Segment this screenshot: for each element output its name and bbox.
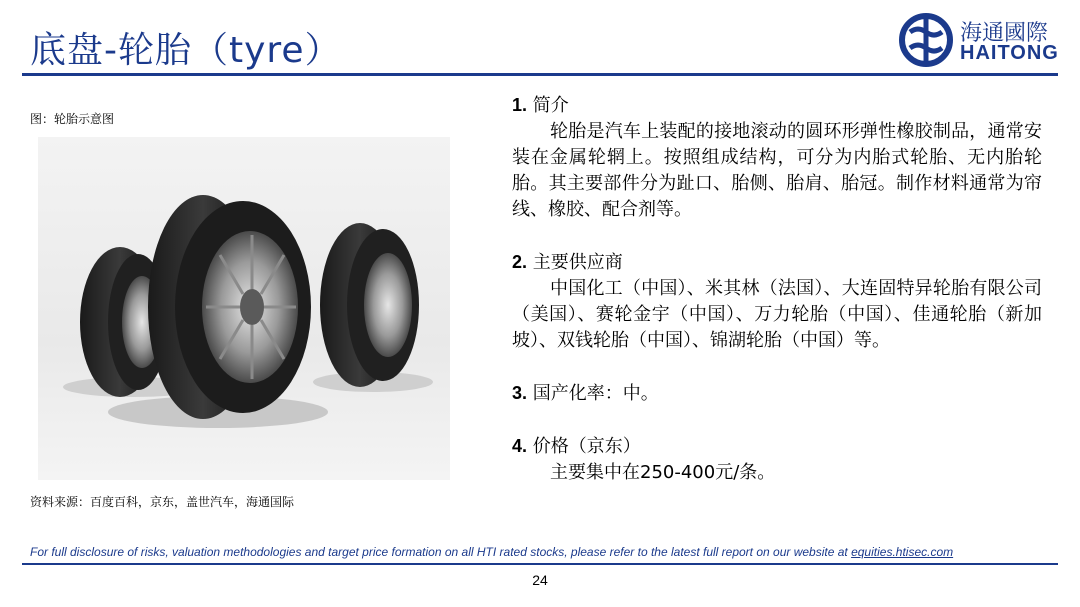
section-title: 简介 [532, 95, 569, 116]
logo-text-english: HAITONG [960, 42, 1059, 64]
section-price [512, 433, 1042, 486]
section-body: 主要集中在250-400元/条。 [550, 462, 776, 483]
section-heading [512, 92, 1042, 119]
section-localization-rate [512, 380, 1042, 407]
footer-divider [22, 563, 1058, 565]
disclaimer-text: For full disclosure of risks, valuation methodologies and target price formation on all HTI rated stocks, please refer to the latest full report on our website at [30, 545, 852, 559]
right-tyre [320, 223, 419, 387]
section-heading [512, 433, 1042, 460]
figure-caption: 图：轮胎示意图 [30, 112, 115, 126]
website-link[interactable]: equities.htisec.com [851, 545, 954, 559]
tyre-image [38, 137, 450, 480]
section-heading [512, 380, 1042, 407]
section-body: 轮胎是汽车上装配的接地滚动的圆环形弹性橡胶制品，通常安装在金属轮辋上。按照组成结构，可分为内胎式轮胎、无内胎轮胎。其主要部件分为趾口、胎侧、胎肩、胎冠。制作材料通常为帘线、橡胶、配合剂等。 [512, 121, 1042, 220]
page-title: 底盘-轮胎（tyre） [30, 30, 342, 71]
header-divider [22, 73, 1058, 76]
section-number: 4. [512, 436, 528, 456]
section-title: 国产化率：中。 [532, 383, 659, 404]
figure-source: 资料来源：百度百科，京东，盖世汽车，海通国际 [30, 495, 295, 509]
tyres-illustration [38, 137, 450, 480]
section-number: 3. [512, 383, 528, 403]
section-suppliers [512, 249, 1042, 354]
content-sections [512, 92, 1042, 486]
haitong-logo [898, 12, 1058, 72]
logo-text-chinese: 海通國際 [960, 21, 1049, 46]
section-body: 中国化工（中国）、米其林（法国）、大连固特异轮胎有限公司（美国）、赛轮金宇（中国）、万力轮胎（中国）、佳通轮胎（新加坡）、双钱轮胎（中国）、锦湖轮胎（中国）等。 [512, 278, 1042, 351]
haitong-logo-icon [898, 12, 954, 68]
footer-disclaimer [30, 545, 1060, 559]
section-intro [512, 92, 1042, 223]
section-heading [512, 249, 1042, 276]
center-tyre [148, 195, 311, 419]
page-number: 24 [532, 572, 548, 588]
section-number: 1. [512, 95, 528, 115]
section-number: 2. [512, 252, 528, 272]
section-title: 主要供应商 [532, 252, 623, 273]
section-title: 价格（京东） [532, 436, 641, 457]
